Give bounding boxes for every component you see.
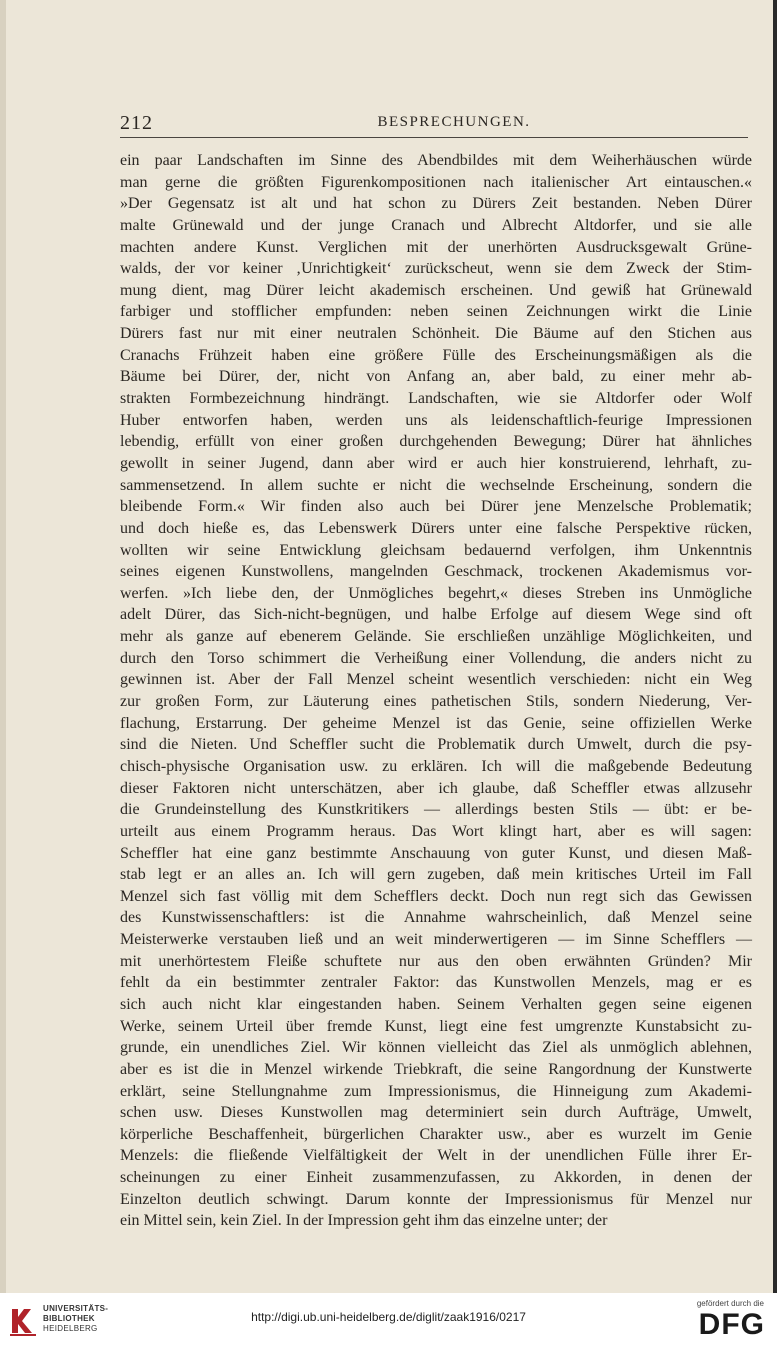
text-line: machten andere Kunst. Verglichen mit der unerhörten Ausdrucksgewalt Grüne- (120, 238, 752, 256)
text-line: erklärt, seine Stellungnahme zum Impressionismus, die Hinneigung zum Akademi- (120, 1082, 752, 1100)
text-line: die Grundeinstellung des Kunstkritikers — allerdings besten Stils — übt: er be- (120, 801, 752, 819)
text-line: Werke, seinem Urteil über fremde Kunst, liegt eine fest umgrenzte Kunstabsicht zu- (120, 1017, 752, 1035)
text-line: mung dient, mag Dürer leicht akademisch erscheinen. Und gewiß hat Grünewald (120, 281, 752, 299)
text-line: Menzels: die fließende Vielfältigkeit der Welt in der unendlichen Fülle ihrer Er- (120, 1147, 752, 1165)
text-line: sich auch nicht klar eingestanden haben. Seinem Verhalten gegen seine eigenen (120, 995, 752, 1013)
text-line: ein Mittel sein, kein Ziel. In der Impression geht ihm das einzelne unter; der (120, 1212, 608, 1230)
text-line: walds, der vor keiner ‚Unrichtigkeit‘ zurückscheut, wenn sie dem Zweck der Stim- (120, 260, 752, 278)
page-left-edge (0, 0, 6, 1293)
text-line: flachung, Erstarrung. Der geheime Menzel ist das Genie, seine offiziellen Werke (120, 714, 752, 732)
dfg-logo: DFG (698, 1308, 765, 1341)
funding-caption: gefördert durch die (696, 1299, 764, 1308)
text-line: malte Grünewald und der junge Cranach und Albrecht Altdorfer, und sie alle (120, 216, 752, 234)
text-line: strakten Formbezeichnung hindrängt. Landschaften, wie sie Altdorfer oder Wolf (120, 390, 752, 408)
text-line: ein paar Landschaften im Sinne des Abendbildes mit dem Weiherhäuschen würde (120, 152, 752, 169)
text-line: schen usw. Dieses Kunstwollen mag determiniert sein durch Aufträge, Umwelt, (120, 1104, 752, 1122)
text-line: sind die Nieten. Und Scheffler sucht die Problematik durch Umwelt, durch die psy- (120, 736, 752, 754)
text-line: Scheffler hat eine ganz bestimmte Anschauung von guter Kunst, und diesen Maß- (120, 844, 752, 862)
text-line: des Kunstwissenschaftlers: ist die Annahme wahrscheinlich, daß Menzel seine (120, 909, 752, 927)
page-header (120, 112, 748, 138)
text-line: stab legt er an alles an. Ich will gern zugeben, daß mein kritisches Urteil im Fall (120, 866, 752, 884)
text-line: Menzel sich fast völlig mit dem Schefflers deckt. Doch nun regt sich das Gewissen (120, 887, 752, 905)
text-line: Huber entworfen haben, werden uns als leidenschaftlich-feurige Impressionen (120, 411, 752, 429)
text-line: adelt Dürer, das Sich-nicht-begnügen, und halbe Erfolge auf diesem Wege sind oft (120, 606, 752, 624)
text-line: farbiger und stofflicher empfunden: neben seinen Zeichnungen wirkt die Linie (120, 303, 752, 321)
text-line: zur großen Form, zur Läuterung eines pathetischen Stils, sondern Niederung, Ver- (120, 693, 752, 711)
text-line: wollten wir seine Entwicklung gleichsam bedauernd verfolgen, ihm Unkenntnis (120, 541, 752, 559)
text-line: Meisterwerke verstauben ließ und an weit minderwertigeren — im Sinne Schefflers — (120, 931, 752, 949)
text-line: werfen. »Ich liebe den, der Unmögliches begehrt,« dieses Streben ins Unmögliche (120, 584, 752, 602)
text-line: scheinungen zu einer Einheit zusammenzufassen, zu Akkorden, in denen der (120, 1169, 752, 1187)
text-line: und doch hieße es, das Lebenswerk Dürers unter eine falsche Perspektive rücken, (120, 519, 752, 537)
text-line: seines eigenen Kunstwollens, mangelnden Geschmack, trockenen Akademismus vor- (120, 563, 752, 581)
text-line: dieser Faktoren nicht unterschätzen, aber ich glaube, daß Scheffler etwas allzusehr (120, 779, 752, 797)
text-line: lebendig, erfüllt von einer großen durchgehenden Bewegung; Dürer hat ähnliches (120, 433, 752, 451)
text-line: urteilt aus einem Programm heraus. Das Wort klingt hart, aber es will sagen: (120, 822, 752, 840)
text-line: grunde, ein unendliches Ziel. Wir können vielleicht das Ziel als unmöglich ablehnen, (120, 1039, 752, 1057)
text-line: sammensetzend. In allem suchte er nicht die wechselnde Erscheinung, sondern die (120, 476, 752, 494)
library-name-line3: HEIDELBERG (43, 1324, 98, 1333)
text-line: durch den Torso schimmert die Verheißung einer Vollendung, die anders nicht zu (120, 649, 752, 667)
library-name-line1: UNIVERSITÄTS- (43, 1304, 109, 1313)
page-right-edge (773, 0, 777, 1293)
text-line: »Der Gegensatz ist alt und hat schon zu Dürers Zeit bestanden. Neben Dürer (120, 195, 752, 213)
viewer-footer (0, 1293, 777, 1350)
text-line: chisch-physische Organisation usw. zu erklären. Ich will die maßgebende Bedeutung (120, 757, 752, 775)
text-line: Einzelton deutlich schwingt. Darum konnte der Impressionismus für Menzel nur (120, 1190, 752, 1208)
text-line: man gerne die größten Figurenkompositionen nach italienischer Art eintauschen.« (120, 173, 752, 191)
page-number: 212 (120, 112, 153, 134)
text-line: fehlt da ein bestimmter zentraler Faktor: das Kunstwollen Menzels, mag er es (120, 974, 752, 992)
text-line: aber es ist die in Menzel wirkende Triebkraft, die seine Rangordnung der Kunstwerte (120, 1060, 752, 1078)
text-line: gewinnen ist. Aber der Fall Menzel scheint wesentlich verschieden: nicht ein Weg (120, 671, 752, 689)
text-line: Bäume bei Dürer, der, nicht von Anfang an, aber bald, zu einer mehr ab- (120, 368, 752, 386)
library-name-line2: BIBLIOTHEK (43, 1314, 95, 1323)
running-head: BESPRECHUNGEN. (377, 114, 531, 130)
text-line: mehr als ganze auf ebenerem Gelände. Sie erschließen unzählige Möglichkeiten, und (120, 628, 752, 646)
text-line: mit unerhörtestem Fleiße schuftete nur aus den oben erwähnten Gründen? Mir (120, 952, 752, 970)
header-rule (120, 137, 748, 138)
text-line: Cranachs Frühzeit haben eine größere Fülle des Erscheinungsmäßigen als die (120, 346, 752, 364)
permalink-url[interactable]: http://digi.ub.uni-heidelberg.de/diglit/zaak1916/0217 (251, 1310, 526, 1324)
text-line: gewollt in seiner Jugend, dann aber wird er auch hier konstruierend, lehrhaft, zu- (120, 454, 752, 472)
text-line: körperliche Beschaffenheit, bürgerlichen Charakter usw., aber es wurzelt im Genie (120, 1125, 752, 1143)
text-line: Dürers fast nur mit einer neutralen Schönheit. Die Bäume auf den Stichen aus (120, 325, 752, 343)
body-text (120, 150, 752, 1232)
text-line: bleibende Form.« Wir finden also auch bei Dürer jene Menzelsche Problematik; (120, 498, 752, 516)
